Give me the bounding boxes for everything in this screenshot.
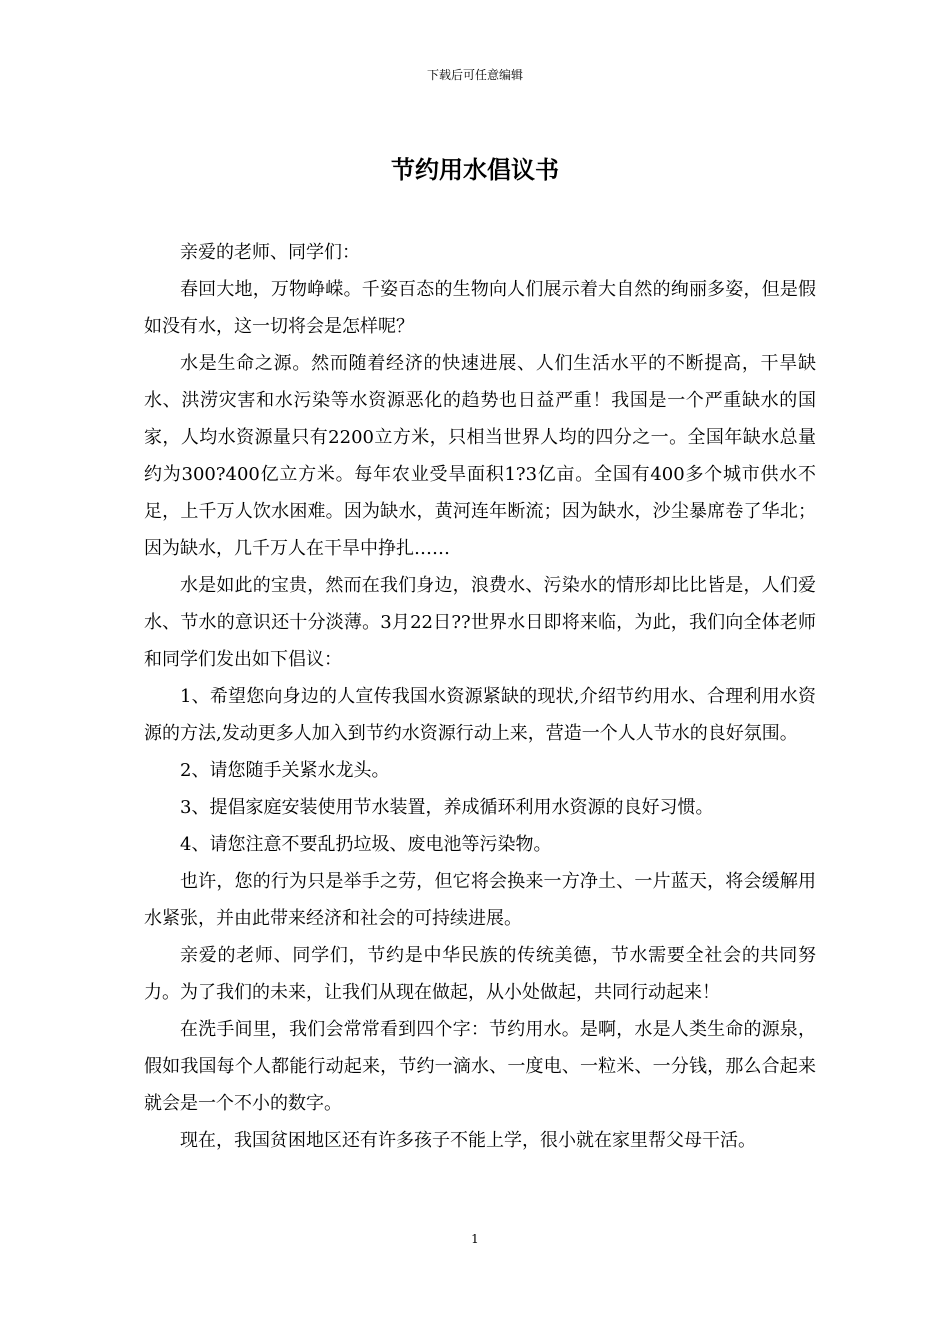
proposal-item-3: 3、提倡家庭安装使用节水装置，养成循环利用水资源的良好习惯。: [180, 797, 714, 818]
page-header-note: 下载后可任意编辑: [426, 68, 523, 82]
body-paragraph: 水是如此的宝贵，然而在我们身边，浪费水、污染水的情形却比比皆是，人们爱水、节水的意识还十分淡薄。3月22日??世界水日即将来临，为此，我们向全体老师和同学们发出如下倡议：: [144, 575, 816, 670]
body-paragraph: 在洗手间里，我们会常常看到四个字：节约用水。是啊，水是人类生命的源泉，假如我国每个人都能行动起来，节约一滴水、一度电、一粒米、一分钱，那么合起来就会是一个不小的数字。: [144, 1019, 816, 1114]
proposal-item-1: 1、希望您向身边的人宣传我国水资源紧缺的现状,介绍节约用水、合理利用水资源的方法,发动更多人加入到节约水资源行动上来，营造一个人人节水的良好氛围。: [144, 686, 816, 744]
document-body: [144, 234, 816, 1159]
body-paragraph: 亲爱的老师、同学们，节约是中华民族的传统美德，节水需要全社会的共同努力。为了我们的未来，让我们从现在做起，从小处做起，共同行动起来！: [144, 945, 816, 1003]
body-paragraph: 春回大地，万物峥嵘。千姿百态的生物向人们展示着大自然的绚丽多姿，但是假如没有水，这一切将会是怎样呢？: [144, 279, 816, 337]
proposal-item-2: 2、请您随手关紧水龙头。: [180, 760, 390, 781]
salutation-paragraph: 亲爱的老师、同学们：: [180, 242, 360, 263]
document-title: 节约用水倡议书: [391, 155, 559, 184]
body-paragraph: 也许，您的行为只是举手之劳，但它将会换来一方净土、一片蓝天，将会缓解用水紧张，并由此带来经济和社会的可持续进展。: [144, 871, 816, 929]
page-number: 1: [471, 1232, 479, 1246]
body-paragraph: 现在，我国贫困地区还有许多孩子不能上学，很小就在家里帮父母干活。: [180, 1130, 756, 1151]
proposal-item-4: 4、请您注意不要乱扔垃圾、废电池等污染物。: [180, 834, 552, 855]
body-paragraph: 水是生命之源。然而随着经济的快速进展、人们生活水平的不断提高，干旱缺水、洪涝灾害和水污染等水资源恶化的趋势也日益严重！我国是一个严重缺水的国家，人均水资源量只有2200立方米，只相当世界人均的四分之一。全国年缺水总量约为300?400亿立方米。每年农业受旱面积1?3亿亩。全国有400多个城市供水不足，上千万人饮水困难。因为缺水，黄河连年断流；因为缺水，沙尘暴席卷了华北；因为缺水，几千万人在干旱中挣扎……: [144, 353, 816, 559]
